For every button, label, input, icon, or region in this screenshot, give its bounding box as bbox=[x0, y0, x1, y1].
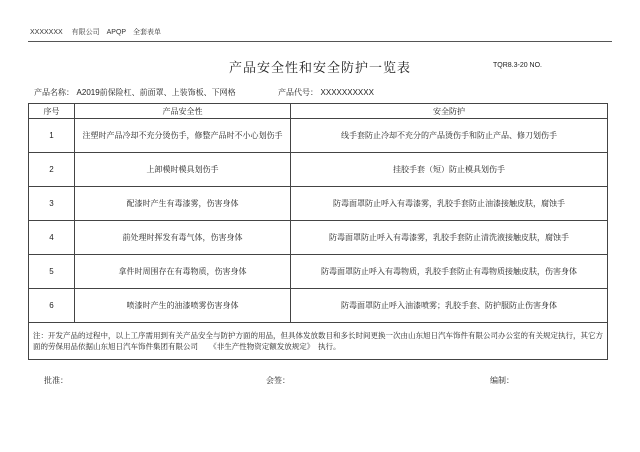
row-no: 6 bbox=[29, 289, 75, 323]
table-note: 注：开发产品的过程中，以上工序需用到有关产品安全与防护方面的用品，但具体发放数目和多长时间更换一次由山东旭日汽车饰件有限公司办公室的有关规定执行，其它方面的劳保用品依据山东旭日汽车饰件集团有限公司 《非生产性物资定额发放规定》 执行。 bbox=[29, 323, 608, 360]
row-safety: 喷漆时产生的油漆喷雾伤害身体 bbox=[75, 289, 291, 323]
row-no: 3 bbox=[29, 187, 75, 221]
row-no: 1 bbox=[29, 119, 75, 153]
table-row bbox=[29, 255, 608, 289]
row-protection: 防毒面罩防止呼入有毒漆雾，乳胶手套防止油漆接触皮肤，腐蚀手 bbox=[291, 187, 608, 221]
table-row bbox=[29, 289, 608, 323]
safety-table bbox=[28, 103, 608, 360]
product-code-label: 产品代号： bbox=[278, 88, 318, 97]
row-safety: 前处理时挥发有毒气体，伤害身体 bbox=[75, 221, 291, 255]
row-safety: 拿件时周围存在有毒物质，伤害身体 bbox=[75, 255, 291, 289]
product-name-value: A2019前保险杠、前面罩、上装饰板、下网格 bbox=[76, 88, 236, 97]
signature-approve: 批准： bbox=[44, 376, 68, 385]
document-title: 产品安全性和安全防护一览表 bbox=[228, 61, 411, 76]
signature-compile: 编制： bbox=[490, 376, 514, 385]
table-row bbox=[29, 119, 608, 153]
table-row bbox=[29, 153, 608, 187]
row-protection: 防毒面罩防止呼入油漆喷雾；乳胶手套、防护服防止伤害身体 bbox=[291, 289, 608, 323]
row-protection: 挂胶手套（短）防止模具划伤手 bbox=[291, 153, 608, 187]
header-divider bbox=[28, 41, 612, 42]
product-code bbox=[278, 87, 374, 98]
row-protection: 防毒面罩防止呼入有毒漆雾，乳胶手套防止清洗液接触皮肤，腐蚀手 bbox=[291, 221, 608, 255]
header-no: 序号 bbox=[29, 104, 75, 119]
table-row bbox=[29, 221, 608, 255]
header-safety: 产品安全性 bbox=[75, 104, 291, 119]
signature-countersign: 会签： bbox=[266, 376, 290, 385]
document-code: TQR8.3-20 NO. bbox=[492, 62, 542, 69]
row-protection: 线手套防止冷却不充分的产品烫伤手和防止产品、修刀划伤手 bbox=[291, 119, 608, 153]
table-note-row bbox=[29, 323, 608, 360]
company-header: XXXXXXX 有限公司 APQP 全套表单 bbox=[30, 29, 161, 36]
row-protection: 防毒面罩防止呼入有毒物质，乳胶手套防止有毒物质接触皮肤，伤害身体 bbox=[291, 255, 608, 289]
row-safety: 配漆时产生有毒漆雾，伤害身体 bbox=[75, 187, 291, 221]
row-no: 4 bbox=[29, 221, 75, 255]
header-protection: 安全防护 bbox=[291, 104, 608, 119]
table-row bbox=[29, 187, 608, 221]
product-code-value: XXXXXXXXXX bbox=[320, 88, 374, 97]
row-no: 5 bbox=[29, 255, 75, 289]
row-safety: 上卸模时模具划伤手 bbox=[75, 153, 291, 187]
row-safety: 注塑时产品冷却不充分烫伤手，修整产品时不小心划伤手 bbox=[75, 119, 291, 153]
product-name-label: 产品名称： bbox=[34, 88, 74, 97]
product-name bbox=[34, 87, 236, 98]
table-header-row bbox=[29, 104, 608, 119]
row-no: 2 bbox=[29, 153, 75, 187]
